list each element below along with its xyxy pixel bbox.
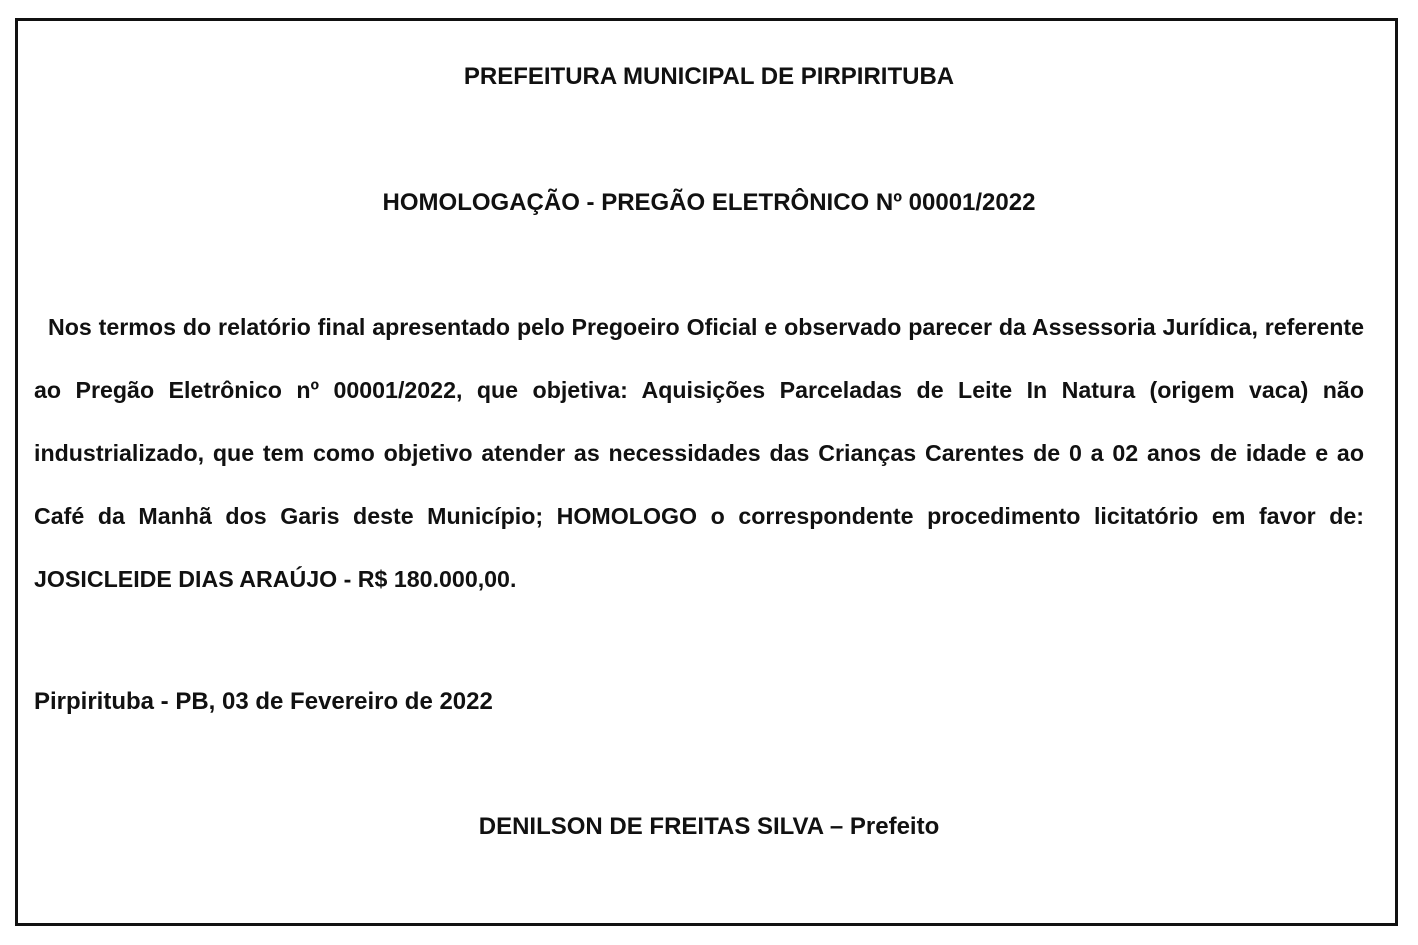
place-and-date: Pirpirituba - PB, 03 de Fevereiro de 2022 bbox=[34, 688, 493, 715]
notice-body: Nos termos do relatório final apresentado pelo Pregoeiro Oficial e observado parecer da Assessoria Jurídica, referente ao Pregão Eletrônico nº 00001/2022, que objetiva: Aquisições Parceladas de Leite In Natura (origem vaca) não industrializado, que tem como objetivo atender as necessidades das Crianças Carentes de 0 a 02 anos de idade e ao Café da Manhã dos Garis deste Município; HOMOLOGO o correspondente procedimento licitatório em favor de: JOSICLEIDE DIAS ARAÚJO - R$ 180.000,00. bbox=[34, 314, 1364, 592]
municipality-header: PREFEITURA MUNICIPAL DE PIRPIRITUBA bbox=[463, 63, 955, 90]
signature-line: DENILSON DE FREITAS SILVA – Prefeito bbox=[478, 813, 940, 840]
notice-title: HOMOLOGAÇÃO - PREGÃO ELETRÔNICO Nº 00001/2022 bbox=[382, 189, 1036, 216]
